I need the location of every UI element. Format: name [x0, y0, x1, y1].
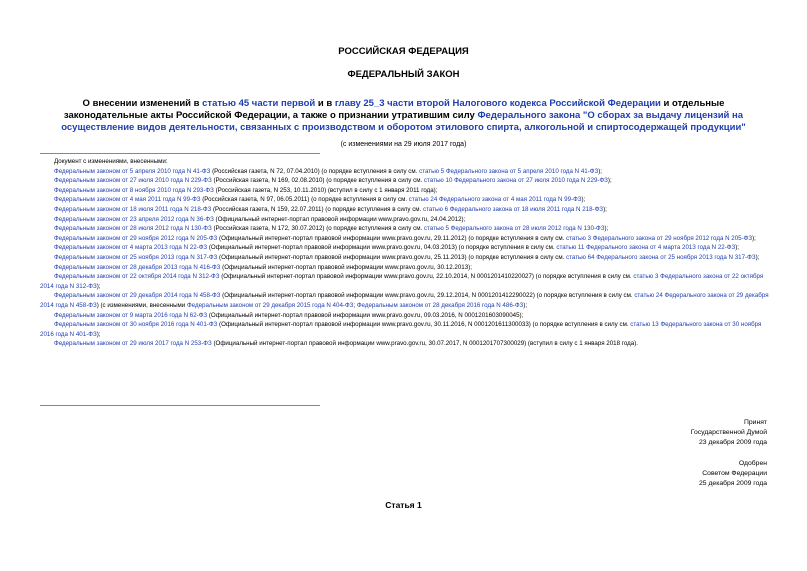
change-item [40, 291, 772, 310]
change-text: (Российская газета, N 169, 02.08.2010) (о порядке вступления в силу см. [211, 177, 424, 185]
change-item [40, 234, 772, 244]
change-text: (Официальный интернет-портал правовой информации www.pravo.gov.ru, 29.12.2014, N 0001201412290022) (о порядке вступления в силу см. [220, 292, 635, 300]
change-text: ); [598, 167, 603, 175]
change-link[interactable]: Федеральным законом от 27 июля 2010 года N 229-ФЗ [54, 177, 212, 185]
change-link[interactable]: статью 5 Федерального закона от 5 апреля 2010 года N 41-ФЗ [419, 167, 599, 175]
approval-line: Советом Федерации [702, 470, 767, 477]
change-text: (Официальный интернет-портал правовой информации www.pravo.gov.ru, 04.03.2013) (о порядке вступления в силу см. [207, 244, 557, 252]
change-item [40, 320, 772, 339]
change-item [40, 186, 772, 196]
change-link[interactable]: статью 24 Федерального закона от 4 мая 2011 года N 99-ФЗ [408, 196, 582, 204]
change-link[interactable]: Федеральным законом от 18 июля 2011 года N 218-ФЗ [54, 205, 212, 213]
change-text: ); [735, 244, 740, 252]
change-text: ) (с изменениями, внесенными [96, 301, 187, 309]
edition-note: (с изменениями на 29 июля 2017 года) [340, 141, 467, 148]
change-text: (Российская газета, N 97, 06.05.2011) (о порядке вступления в силу см. [200, 196, 409, 204]
change-link[interactable]: статью 6 Федерального закона от 18 июля 2011 года N 218-ФЗ [422, 205, 604, 213]
changes-header: Документ с изменениями, внесенными: [54, 158, 168, 165]
title-link-chapter-25-3[interactable]: главу 25_3 части второй Налогового кодекса Российской Федерации [334, 98, 661, 109]
change-item [40, 224, 772, 234]
change-text: ); [755, 253, 760, 261]
change-text: (Официальный интернет-портал правовой информации www.pravo.gov.ru, 30.11.2016, N 0001201611300033) (о порядке вступления в силу см. [217, 321, 631, 329]
change-link[interactable]: Федеральным законом от 22 октября 2014 года N 312-ФЗ [54, 273, 220, 281]
change-link[interactable]: Федеральным законом от 29 июля 2017 года N 253-ФЗ [54, 340, 212, 348]
change-link[interactable]: статью 10 Федерального закона от 27 июля 2010 года N 229-ФЗ [423, 177, 608, 185]
change-text: (Российская газета, N 72, 07.04.2010) (о порядке вступления в силу см. [210, 167, 420, 175]
change-item [40, 243, 772, 253]
country-heading: РОССИЙСКАЯ ФЕДЕРАЦИЯ [338, 46, 469, 57]
change-link[interactable]: Федеральным законом от 29 декабря 2014 года N 458-ФЗ [54, 292, 221, 300]
change-text: ); [523, 301, 528, 309]
adoption-line: Принят [743, 419, 767, 426]
change-text: (Официальный интернет-портал правовой информации www.pravo.gov.ru, 30.12.2013); [220, 263, 472, 271]
adoption-line: Государственной Думой [690, 429, 767, 436]
change-link[interactable]: Федеральным законом от 28 декабря 2013 года N 416-ФЗ [54, 263, 221, 271]
change-text: ); [96, 282, 101, 290]
change-link[interactable]: статью 5 Федерального закона от 28 июля 2012 года N 130-ФЗ [423, 225, 605, 233]
change-text: (Официальный интернет-портал правовой информации www.pravo.gov.ru, 22.10.2014, N 0001201410220027) (о порядке вступления в силу см. [219, 273, 634, 281]
change-link[interactable]: Федеральным законом от 25 ноября 2013 года N 317-ФЗ [54, 253, 218, 261]
law-title [40, 98, 767, 134]
change-text: ); [603, 205, 607, 213]
divider-bottom [40, 405, 320, 406]
change-link[interactable]: Федеральным законом от 29 декабря 2015 года N 404-ФЗ [186, 301, 354, 309]
change-link[interactable]: статью 64 Федерального закона от 25 ноября 2013 года N 317-ФЗ [566, 253, 756, 261]
title-text-1: О внесении изменений в [82, 98, 203, 109]
change-text: (Официальный интернет-портал правовой информации www.pravo.gov.ru, 25.11.2013) (о порядке вступления в силу см. [217, 253, 567, 261]
article-heading: Статья 1 [385, 500, 422, 510]
change-text: ); [96, 330, 101, 338]
change-link[interactable]: Федеральным законом от 4 марта 2013 года N 22-ФЗ [54, 244, 208, 252]
change-text: (Официальный интернет-портал правовой информации www.pravo.gov.ru, 09.03.2016, N 0001201603090045); [207, 311, 524, 319]
change-item [40, 253, 772, 263]
change-link[interactable]: Федеральным законом от 5 апреля 2010 года N 41-ФЗ [54, 167, 211, 175]
approval-block [699, 459, 767, 489]
change-link[interactable]: статью 11 Федерального закона от 4 марта 2013 года N 22-ФЗ [556, 244, 736, 252]
change-text: (Официальный интернет-портал правовой информации www.pravo.gov.ru, 24.04.2012); [213, 215, 466, 223]
change-text: (Официальный интернет-портал правовой информации www.pravo.gov.ru, 30.07.2017, N 0001201707300029) (вступил в силу с 1 января 2018 года). [211, 340, 638, 348]
change-link[interactable]: Федеральным законом от 23 апреля 2012 года N 36-ФЗ [54, 215, 214, 223]
change-text: (Российская газета, N 159, 22.07.2011) (о порядке вступления в силу см. [211, 205, 423, 213]
title-text-3: и отдельные законодательные акты Российской Федерации, а также о признании утратившим силу [63, 98, 725, 121]
approval-line: 25 декабря 2009 года [699, 480, 767, 487]
change-link[interactable]: статью 3 Федерального закона от 29 ноября 2012 года N 205-ФЗ [566, 234, 753, 242]
change-item [40, 339, 772, 349]
change-text: ); [752, 234, 756, 242]
change-item [40, 272, 772, 291]
change-link[interactable]: Федеральным законом от 8 ноября 2010 года N 293-ФЗ [54, 186, 214, 194]
change-text: ); [604, 225, 609, 233]
change-text: ; [353, 301, 357, 309]
change-link[interactable]: Федеральным законом от 28 декабря 2016 года N 486-ФЗ [356, 301, 524, 309]
adoption-line: 23 декабря 2009 года [699, 439, 767, 446]
change-item [40, 195, 772, 205]
change-link[interactable]: статью 3 Федерального закона от 22 октября 2014 года N 312-ФЗ [40, 273, 764, 290]
change-link[interactable]: статью 13 Федерального закона от 30 ноября 2016 года N 401-ФЗ [40, 321, 762, 338]
change-link[interactable]: Федеральным законом от 9 марта 2016 года N 62-ФЗ [54, 311, 208, 319]
change-link[interactable]: Федеральным законом от 29 ноября 2012 года N 205-ФЗ [54, 234, 218, 242]
title-link-article-45[interactable]: статью 45 части первой [202, 98, 316, 109]
title-link-repealed-law[interactable]: Федерального закона "О сборах за выдачу лицензий на осуществление видов деятельности, связанных с производством и оборотом этилового спирта, алкогольной и спиртосодержащей продукции" [61, 110, 746, 133]
change-link[interactable]: Федеральным законом от 30 ноября 2016 года N 401-ФЗ [54, 321, 218, 329]
change-item [40, 215, 772, 225]
change-item [40, 311, 772, 321]
change-item [40, 263, 772, 273]
change-link[interactable]: Федеральным законом от 28 июля 2012 года N 130-ФЗ [54, 225, 212, 233]
change-text: (Официальный интернет-портал правовой информации www.pravo.gov.ru, 29.11.2012) (о порядке вступления в силу см. [217, 234, 567, 242]
title-text-2: и в [315, 98, 335, 109]
change-text: ); [607, 177, 612, 185]
change-item [40, 205, 772, 215]
adoption-block [691, 418, 767, 448]
doc-type-heading: ФЕДЕРАЛЬНЫЙ ЗАКОН [347, 69, 460, 80]
change-link[interactable]: статью 24 Федерального закона от 29 декабря 2014 года N 458-ФЗ [40, 292, 769, 309]
approval-line: Одобрен [738, 460, 767, 467]
change-item [40, 176, 772, 186]
change-text: (Российская газета, N 172, 30.07.2012) (о порядке вступления в силу см. [211, 225, 424, 233]
divider-top [40, 153, 320, 154]
changes-list [40, 157, 772, 349]
change-item [40, 167, 772, 177]
change-text: ); [581, 196, 586, 204]
change-text: (Российская газета, N 253, 10.11.2010) (вступил в силу с 1 января 2011 года); [213, 186, 438, 194]
change-link[interactable]: Федеральным законом от 4 мая 2011 года N 99-ФЗ [54, 196, 201, 204]
